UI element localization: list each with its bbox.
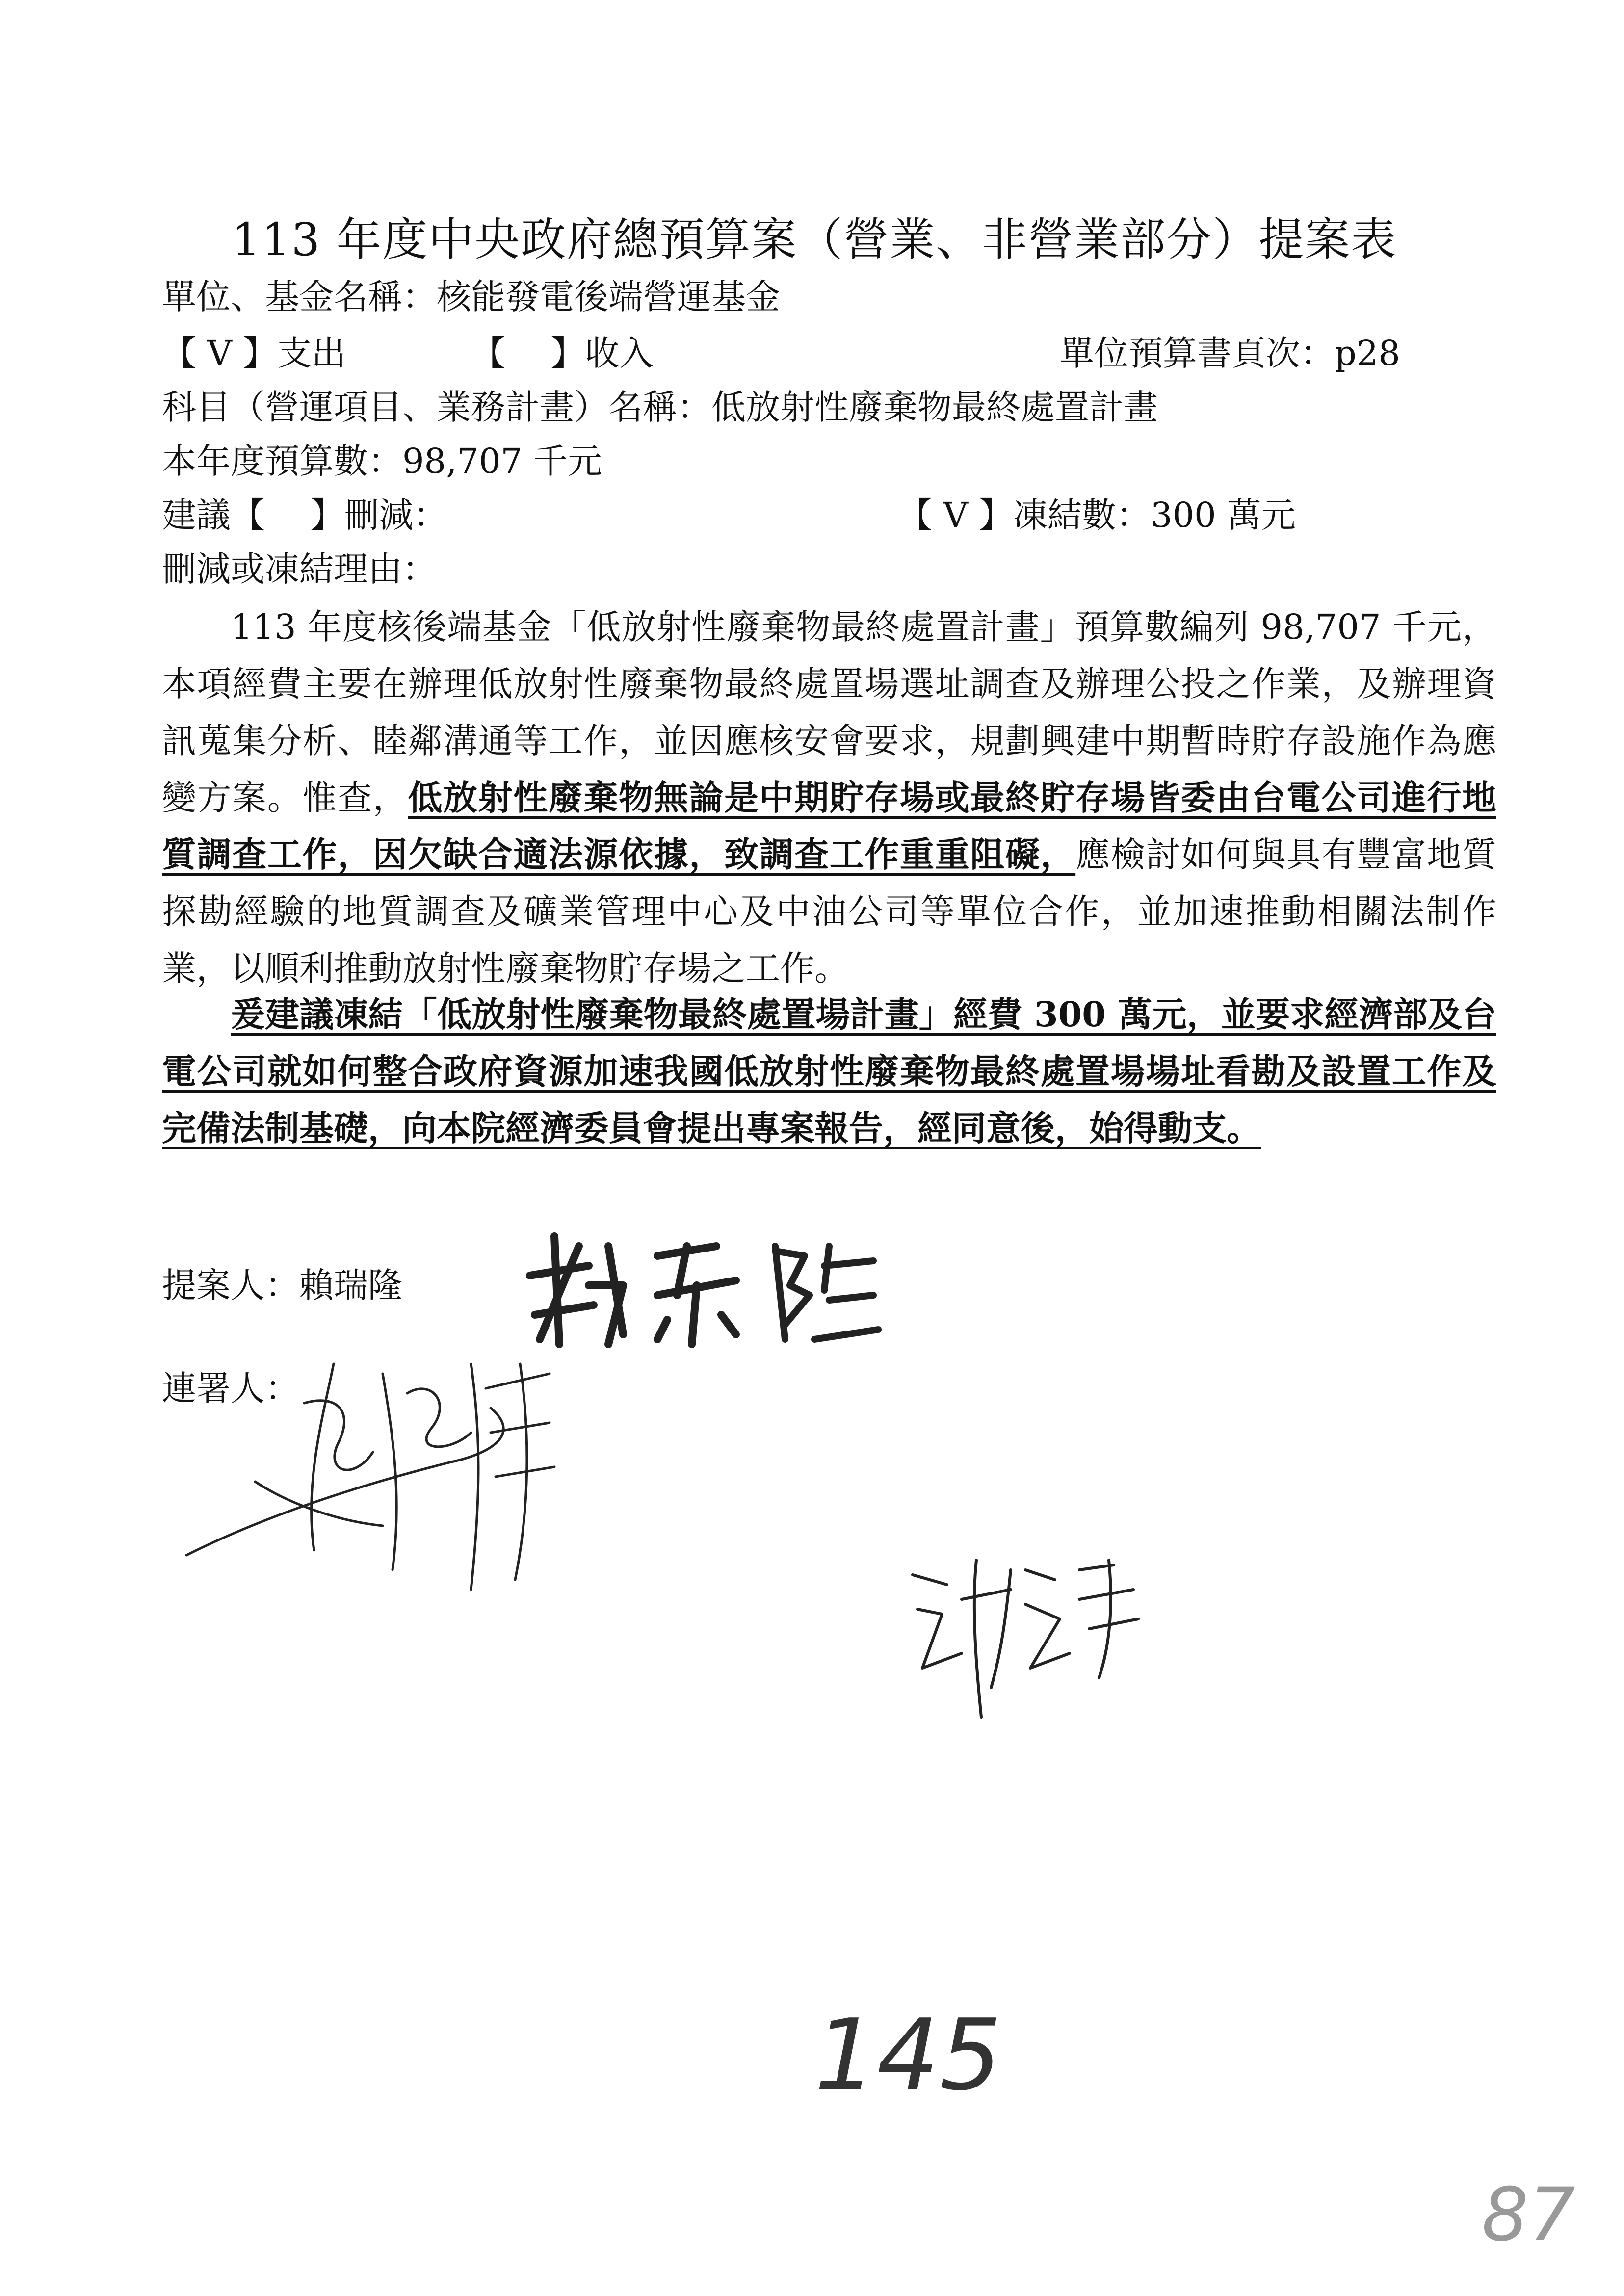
budget-page-ref: 單位預算書頁次：p28 <box>1060 333 1400 373</box>
subject-name: 科目（營運項目、業務計畫）名稱：低放射性廢棄物最終處置計畫 <box>162 387 1158 427</box>
handwritten-page-number: 145 <box>814 1998 1002 2113</box>
recommendation-text: 爰建議凍結「低放射性廢棄物最終處置場計畫」經費 300 萬元，並要求經濟部及台電公司就如何整合政府資源加速我國低放射性廢棄物最終處置場場址看勘及設置工作及完備法制基礎，向本院經濟委員會提出專案報告，經同意後，始得動支。 <box>162 994 1496 1148</box>
proposer: 提案人：賴瑞隆 <box>162 1265 402 1305</box>
freeze-amount: 【 V 】凍結數：300 萬元 <box>898 495 1296 535</box>
page-title: 113 年度中央政府總預算案（營業、非營業部分）提案表 <box>232 213 1397 266</box>
reason-underlined-text: 低放射性廢棄物無論是中期貯存場或最終貯存場皆委由台電公司進行地質調查工作，因欠缺合適法源依據，致調查工作重重阻礙， <box>162 777 1497 875</box>
cosigner-label: 連署人： <box>162 1368 299 1409</box>
suggest-cut: 建議【 】刪減： <box>162 495 448 535</box>
budget-amount: 本年度預算數：98,707 千元 <box>162 441 602 481</box>
cosigner-signature-1 <box>177 1334 716 1611</box>
reason-paragraph-1 <box>162 599 1496 997</box>
corner-page-number: 87 <box>1482 2172 1575 2258</box>
income-checkbox: 【 】收入 <box>471 333 654 373</box>
reason-paragraph-2 <box>162 986 1496 1157</box>
expense-checkbox: 【 V 】支出 <box>162 333 346 373</box>
reason-text-1: 113 年度核後端基金「低放射性廢棄物最終處置計畫」預算數編列 98,707 千元，本項經費主要在辦理低放射性廢棄物最終處置場選址調查及辦理公投之作業，及辦理資訊蒐集分析、睦鄰溝通等工作，並因應核安會要求，規劃興建中期暫時貯存設施作為應變方案。惟查， <box>162 607 1496 818</box>
cosigner-signature-2 <box>903 1540 1178 1729</box>
reason-label: 刪減或凍結理由： <box>162 549 437 589</box>
unit-fund-name: 單位、基金名稱：核能發電後端營運基金 <box>162 277 780 317</box>
reason-text-2: 應檢討如何與具有豐富地質探勘經驗的地質調查及礦業管理中心及中油公司等單位合作，並加速推動相關法制作業，以順利推動放射性廢棄物貯存場之工作。 <box>162 835 1497 989</box>
